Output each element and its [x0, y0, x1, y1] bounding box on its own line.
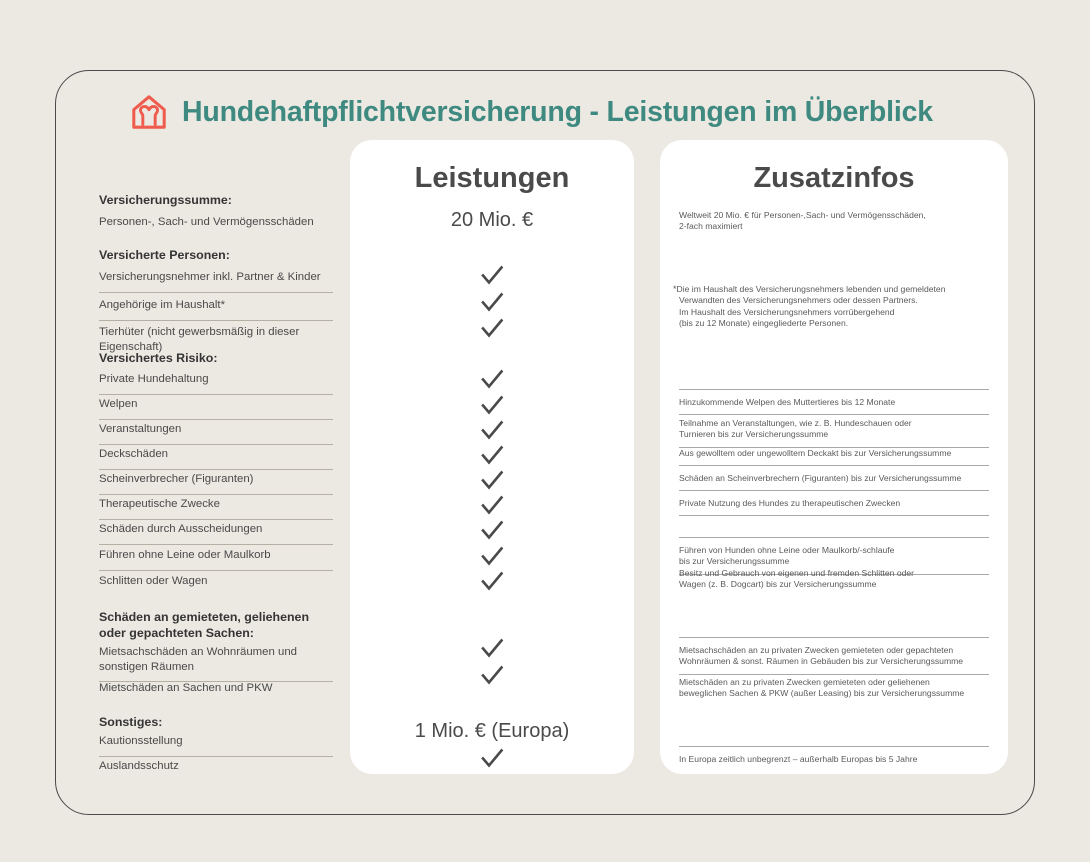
- row-label-veranstaltungen: Veranstaltungen: [99, 422, 333, 445]
- zusatzinfo-therapeutische-zwecke: Private Nutzung des Hundes zu therapeutischen Zwecken: [679, 498, 989, 516]
- check-icon-mietschaeden-sachen-pkw: [478, 662, 506, 690]
- row-label-versicherungsnehmer: Versicherungsnehmer inkl. Partner & Kinder: [99, 270, 333, 293]
- row-label-ohne-leine-maulkorb: Führen ohne Leine oder Maulkorb: [99, 548, 333, 571]
- zusatzinfo-line-2: Wagen (z. B. Dogcart) bis zur Versicherungssumme: [679, 579, 877, 590]
- check-icon-private-hundehaltung: [478, 366, 506, 394]
- row-label-welpen: Welpen: [99, 397, 333, 420]
- footnote-asterisk: *: [673, 284, 677, 294]
- group-title-line-2: oder gepachteten Sachen:: [99, 625, 254, 640]
- zusatzinfos-column-title: Zusatzinfos: [753, 162, 915, 194]
- row-label-therapeutische-zwecke: Therapeutische Zwecke: [99, 497, 333, 520]
- row-label-kautionsstellung: Kautionsstellung: [99, 734, 333, 757]
- check-icon-deckschaeden: [478, 442, 506, 470]
- group-title-gemietete-sachen: [99, 610, 333, 641]
- zusatzinfo-line-1: Weltweit 20 Mio. € für Personen-,Sach- und Vermögensschäden,: [679, 210, 926, 220]
- zusatzinfo-line-2: 2-fach maximiert: [679, 221, 743, 232]
- footnote-line-2: Verwandten des Versicherungsnehmers oder dessen Partners.: [679, 295, 918, 306]
- zusatzinfo-figuranten: Schäden an Scheinverbrechern (Figuranten) bis zur Versicherungssumme: [679, 473, 989, 491]
- zusatzinfo-versicherungssumme: [679, 210, 989, 233]
- check-icon-scheinverbrecher: [478, 467, 506, 495]
- label-column: [99, 140, 333, 780]
- check-icon-welpen: [478, 392, 506, 420]
- row-label-scheinverbrecher: Scheinverbrecher (Figuranten): [99, 472, 333, 495]
- zusatzinfo-veranstaltungen: [679, 418, 989, 448]
- leistungen-column-title: Leistungen: [414, 162, 570, 194]
- zusatzinfo-deckakt: Aus gewolltem oder ungewolltem Deckakt bis zur Versicherungssumme: [679, 448, 989, 466]
- zusatzinfo-line-2: Wohnräumen & sonst. Räumen in Gebäuden bis zur Versicherungssumme: [679, 656, 964, 667]
- group-title-versicherungssumme: Versicherungssumme:: [99, 193, 232, 207]
- zusatzinfo-mietschaeden-pkw: [679, 677, 989, 700]
- row-label-deckschaeden: Deckschäden: [99, 447, 333, 470]
- amount-top: 20 Mio. €: [450, 209, 534, 231]
- check-icon-veranstaltungen: [478, 417, 506, 445]
- check-icon-angehoerige: [478, 289, 506, 317]
- group-title-sonstiges: Sonstiges:: [99, 715, 163, 729]
- row-label-tierhueter: Tierhüter (nicht gewerbsmäßig in dieser Eigenschaft): [99, 326, 300, 353]
- zusatzinfo-line-1: Mietschäden an zu privaten Zwecken gemieteten oder geliehenen: [679, 677, 930, 687]
- zusatzinfo-line-1: Mietsachschäden an zu privaten Zwecken gemieteten oder gepachteten: [679, 645, 954, 655]
- group-title-versicherte-personen: Versicherte Personen:: [99, 248, 230, 262]
- check-icon-versicherungsnehmer: [478, 262, 506, 290]
- house-heart-icon: [130, 93, 168, 131]
- row-label-angehoerige-haushalt: Angehörige im Haushalt*: [99, 298, 333, 321]
- zusatzinfo-schlitten: [679, 568, 989, 591]
- header: [130, 88, 933, 136]
- footnote-line-1: Die im Haushalt des Versicherungsnehmers lebenden und gemeldeten: [676, 284, 946, 294]
- row-label-mietsachschaeden-wohnraeume: [99, 645, 333, 682]
- zusatzinfo-auslandsschutz: In Europa zeitlich unbegrenzt – außerhalb Europas bis 5 Jahre: [679, 746, 989, 765]
- row-label-line-2: sonstigen Räumen: [99, 660, 194, 673]
- row-label-personen-sach-vermoegen: Personen-, Sach- und Vermögensschäden: [99, 216, 314, 228]
- zusatzinfo-line-1: Teilnahme an Veranstaltungen, wie z. B. Hundeschauen oder: [679, 418, 912, 428]
- row-label-line-1: Mietsachschäden an Wohnräumen und: [99, 646, 297, 658]
- check-icon-schlitten-wagen: [478, 568, 506, 596]
- zusatzinfo-welpen: Hinzukommende Welpen des Muttertieres bis 12 Monate: [679, 389, 989, 415]
- row-label-mietschaeden-sachen-pkw: Mietschäden an Sachen und PKW: [99, 682, 273, 694]
- row-label-private-hundehaltung: Private Hundehaltung: [99, 372, 333, 395]
- zusatzinfo-line-1: Besitz und Gebrauch von eigenen und fremden Schlitten oder: [679, 568, 915, 578]
- zusatzinfo-footnote: [673, 284, 991, 330]
- zusatzinfo-line-2: bis zur Versicherungssumme: [679, 556, 790, 567]
- group-title-versichertes-risiko: Versichertes Risiko:: [99, 351, 218, 365]
- row-label-schlitten-wagen: Schlitten oder Wagen: [99, 575, 208, 587]
- page-title: Hundehaftpflichtversicherung - Leistungen im Überblick: [182, 95, 933, 128]
- amount-bottom: 1 Mio. € (Europa): [414, 720, 570, 742]
- zusatzinfo-line-2: Turnieren bis zur Versicherungssumme: [679, 429, 829, 440]
- zusatzinfo-mietsachschaeden: [679, 637, 989, 675]
- group-title-line-1: Schäden an gemieteten, geliehenen: [99, 610, 310, 624]
- row-label-auslandsschutz: Auslandsschutz: [99, 760, 179, 772]
- check-icon-tierhueter: [478, 315, 506, 343]
- check-icon-ohne-leine-maulkorb: [478, 543, 506, 571]
- row-label-ausscheidungen: Schäden durch Ausscheidungen: [99, 522, 333, 545]
- zusatzinfo-line-1: Führen von Hunden ohne Leine oder Maulkorb/-schlaufe: [679, 545, 895, 555]
- footnote-line-4: (bis zu 12 Monate) eingegliederte Personen.: [679, 318, 849, 329]
- check-icon-mietsachschaeden-wohnraeume: [478, 635, 506, 663]
- check-icon-therapeutische-zwecke: [478, 492, 506, 520]
- zusatzinfo-line-2: beweglichen Sachen & PKW (außer Leasing) bis zur Versicherungssumme: [679, 688, 965, 699]
- check-icon-ausscheidungen: [478, 517, 506, 545]
- footnote-line-3: Im Haushalt des Versicherungsnehmers vorrübergehend: [679, 306, 895, 317]
- check-icon-auslandsschutz: [478, 745, 506, 773]
